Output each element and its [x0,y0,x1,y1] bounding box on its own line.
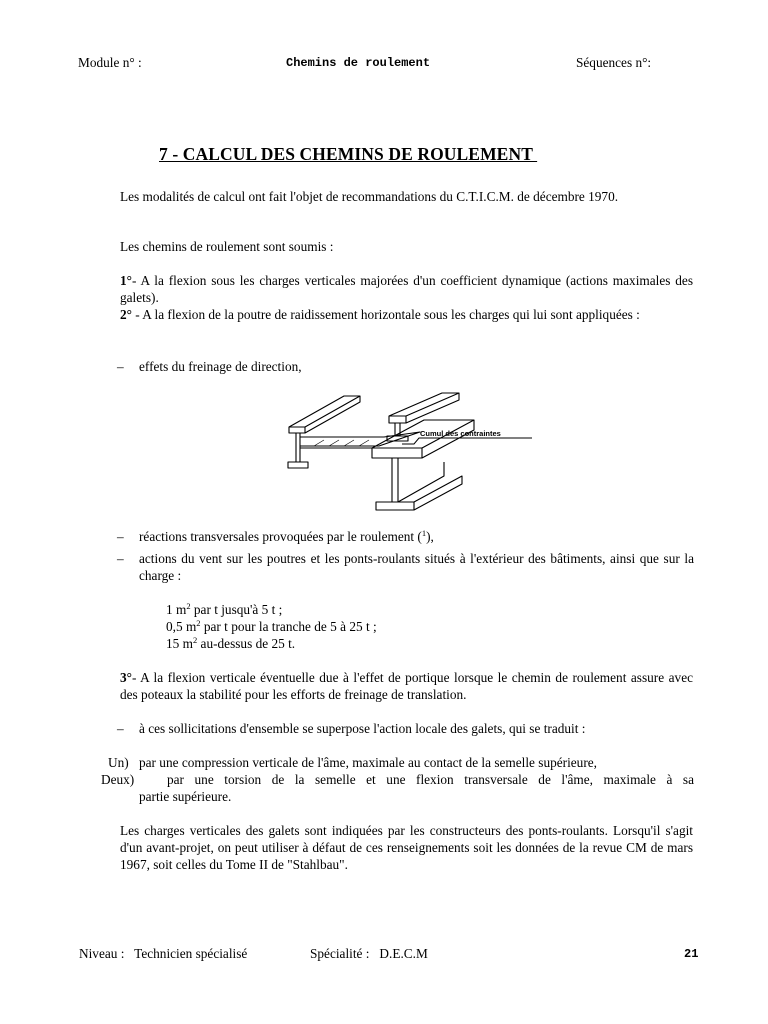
footer-niveau: Niveau : Technicien spécialisé [79,946,248,961]
enum-text-deux-cont: partie supérieure. [139,789,232,804]
bullet-braking: effets du freinage de direction, [139,359,302,374]
item-2-text: - A la flexion de la poutre de raidissement horizontale sous les charges qui lui sont appliquées : [131,307,640,322]
item-3-number: 3° [120,670,132,685]
rail-beam-figure [284,392,534,518]
bullet-wind-actions: actions du vent sur les poutres et les ponts-roulants situés à l'extérieur des bâtiments, ainsi que sur la charge : [139,551,694,583]
surface-line-3: 15 $m^2$ au-dessus de 25 t. [166,635,296,651]
item-3 [120,669,693,703]
surface-line-2: 0,5 $m^2$ par t pour la tranche de 5 à 25 t ; [166,618,377,634]
bullet-local-action: à ces sollicitations d'ensemble se superpose l'action locale des galets, qui se traduit : [139,721,586,736]
bullet-dash: – [117,551,124,566]
enum-text-deux: par une torsion de la semelle et une flexion transversale de l'âme, maximale à sa [167,772,694,787]
item-2-number: 2° [120,307,132,322]
figure-label: Cumul des contraintes [420,429,501,438]
enum-label-un: Un) [108,755,129,770]
item-1-text: - A la flexion sous les charges verticales majorées d'un coefficient dynamique (actions maximales des galets). [120,273,693,305]
bullet-dash: – [117,529,124,544]
enum-label-deux: Deux) [101,772,135,787]
item-3-text: - A la flexion verticale éventuelle due à l'effet de portique lorsque le chemin de roulement assure avec des poteaux la stabilité pour les efforts de freinage de translation. [120,670,693,702]
header-module: Module n° : [78,55,142,70]
enum-text-un: par une compression verticale de l'âme, maximale au contact de la semelle supérieure, [139,755,597,770]
paragraph-soumis: Les chemins de roulement sont soumis : [120,239,334,254]
footer-specialite: Spécialité : D.E.C.M [310,946,428,961]
paragraph-intro: Les modalités de calcul ont fait l'objet de recommandations du C.T.I.C.M. de décembre 1970. [120,189,619,204]
header-title: Chemins de roulement [286,56,431,70]
item-1 [120,272,693,306]
page-number: 21 [684,947,699,961]
section-heading: 7 - CALCUL DES CHEMINS DE ROULEMENT [159,144,538,164]
bullet-dash: – [117,359,124,374]
item-1-number: 1° [120,273,132,288]
header-sequences: Séquences n°: [576,55,652,70]
surface-line-1: 1 $m^2$ par t jusqu'à 5 t ; [166,601,283,617]
bullet-transverse-reactions: réactions transversales provoquées par le roulement ($^1$), [139,528,434,544]
bullet-dash: – [117,721,124,736]
item-2 [120,306,693,323]
paragraph-final: Les charges verticales des galets sont indiquées par les constructeurs des ponts-roulants. Lorsqu'il s'agit d'un avant-projet, on peut utiliser à défaut de ces renseignements soit les données de la revue CM de mars 1967, soit celles du Tome II de "Stahlbau". [120,823,693,872]
